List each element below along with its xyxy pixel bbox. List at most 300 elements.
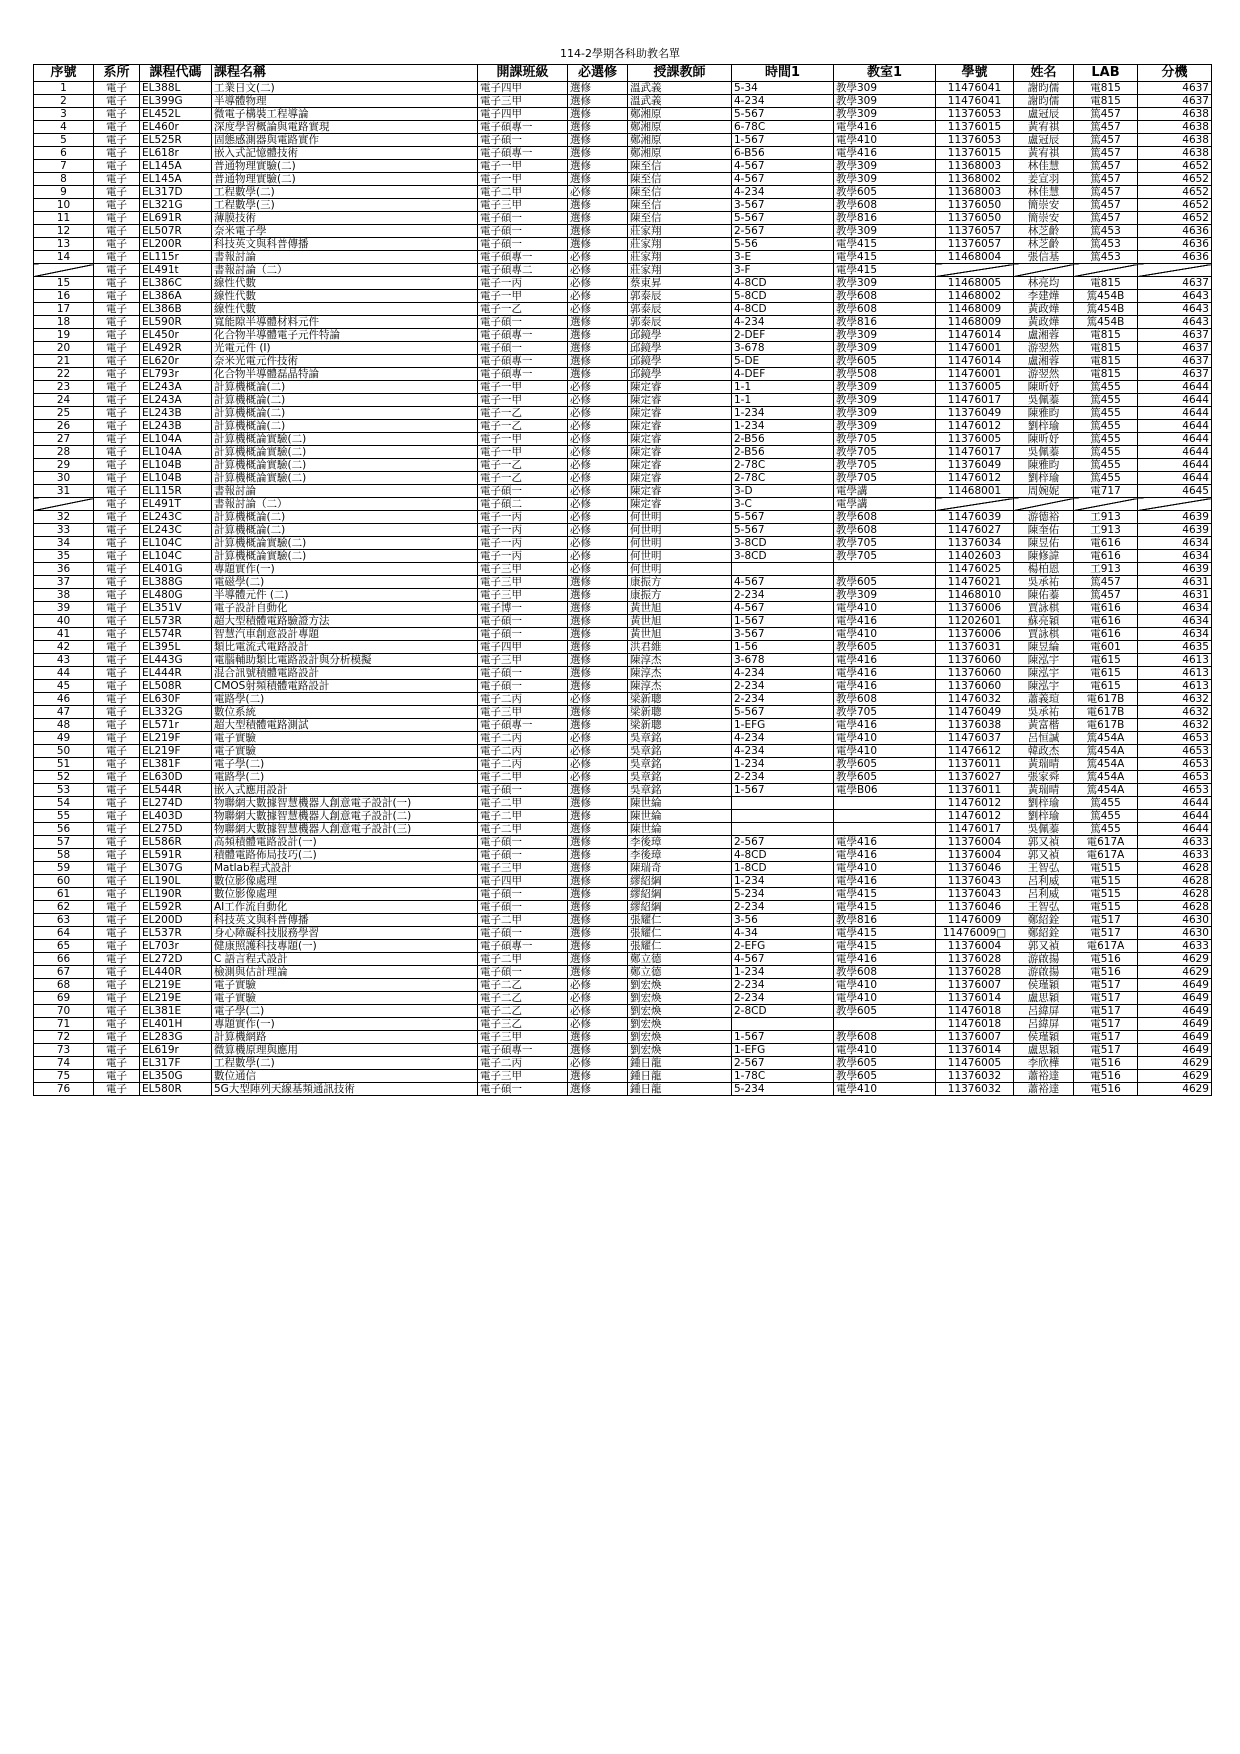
cell-class: 電子四甲 <box>478 641 568 654</box>
cell-required: 必修 <box>568 251 628 264</box>
cell-seq: 37 <box>34 576 94 589</box>
header-course-code: 課程代碼 <box>140 65 212 82</box>
cell-seq: 8 <box>34 173 94 186</box>
cell-teacher: 劉宏煥 <box>628 992 732 1005</box>
cell-class: 電子一甲 <box>478 290 568 303</box>
table-row <box>34 745 1212 758</box>
cell-teacher: 鄭立德 <box>628 953 732 966</box>
cell-course-name: 數位通信 <box>212 1070 478 1083</box>
cell-student-name: 王智弘 <box>1014 901 1074 914</box>
cell-room: 教學508 <box>834 368 936 381</box>
cell-time: 1-1 <box>732 381 834 394</box>
cell-ext: 4644 <box>1138 394 1212 407</box>
header-student-id: 學號 <box>936 65 1014 82</box>
cell-student-name: 盧冠辰 <box>1014 108 1074 121</box>
cell-course-code: EL190R <box>140 888 212 901</box>
table-row <box>34 472 1212 485</box>
cell-room: 教學309 <box>834 394 936 407</box>
cell-lab: 篤454A <box>1074 745 1138 758</box>
cell-course-code: EL386A <box>140 290 212 303</box>
cell-lab: 篤457 <box>1074 147 1138 160</box>
cell-course-code: EL793r <box>140 368 212 381</box>
cell-student-name: 黃富楷 <box>1014 719 1074 732</box>
cell-seq: 71 <box>34 1018 94 1031</box>
cell-student-name: 呂緯屏 <box>1014 1018 1074 1031</box>
cell-lab: 篤457 <box>1074 160 1138 173</box>
cell-class: 電子一乙 <box>478 303 568 316</box>
cell-time: 5-56 <box>732 238 834 251</box>
table-row <box>34 485 1212 498</box>
cell-ext <box>1138 498 1212 511</box>
cell-student-name: 吳佩蓁 <box>1014 394 1074 407</box>
cell-course-code: EL630F <box>140 693 212 706</box>
cell-teacher: 劉宏煥 <box>628 1018 732 1031</box>
cell-required: 選修 <box>568 108 628 121</box>
table-row <box>34 576 1212 589</box>
cell-time: 5-34 <box>732 82 834 95</box>
cell-ext: 4644 <box>1138 420 1212 433</box>
cell-student-name: 陳修諱 <box>1014 550 1074 563</box>
cell-required: 選修 <box>568 368 628 381</box>
cell-class: 電子二丙 <box>478 693 568 706</box>
cell-lab: 篤455 <box>1074 446 1138 459</box>
cell-dept: 電子 <box>94 290 140 303</box>
table-row <box>34 966 1212 979</box>
cell-lab: 篤454B <box>1074 303 1138 316</box>
cell-dept: 電子 <box>94 836 140 849</box>
table-row <box>34 147 1212 160</box>
cell-seq: 66 <box>34 953 94 966</box>
cell-room: 教學608 <box>834 303 936 316</box>
cell-teacher: 何世明 <box>628 563 732 576</box>
cell-student-id: 11376007 <box>936 1031 1014 1044</box>
cell-required: 必修 <box>568 511 628 524</box>
cell-ext: 4653 <box>1138 771 1212 784</box>
cell-ext: 4629 <box>1138 953 1212 966</box>
cell-time: 2-B56 <box>732 446 834 459</box>
header-teacher: 授課教師 <box>628 65 732 82</box>
cell-course-code: EL492R <box>140 342 212 355</box>
cell-seq: 39 <box>34 602 94 615</box>
cell-ext: 4629 <box>1138 1057 1212 1070</box>
cell-required: 選修 <box>568 355 628 368</box>
cell-room: 電學416 <box>834 667 936 680</box>
cell-required: 選修 <box>568 654 628 667</box>
cell-class: 電子一丙 <box>478 550 568 563</box>
cell-course-code: EL351V <box>140 602 212 615</box>
cell-course-code: EL388G <box>140 576 212 589</box>
cell-required: 選修 <box>568 95 628 108</box>
cell-time: 1-234 <box>732 758 834 771</box>
cell-course-code: EL580R <box>140 1083 212 1096</box>
cell-dept: 電子 <box>94 264 140 277</box>
cell-student-id: 11376046 <box>936 901 1014 914</box>
cell-required: 選修 <box>568 212 628 225</box>
cell-time: 4-234 <box>732 745 834 758</box>
cell-student-id: 11468002 <box>936 290 1014 303</box>
cell-course-code: EL219E <box>140 979 212 992</box>
cell-teacher: 蔡東昇 <box>628 277 732 290</box>
cell-course-name: 計算機概論實驗(二) <box>212 433 478 446</box>
cell-required: 必修 <box>568 979 628 992</box>
cell-ext: 4636 <box>1138 251 1212 264</box>
cell-lab: 篤455 <box>1074 823 1138 836</box>
cell-ext: 4632 <box>1138 719 1212 732</box>
cell-required: 選修 <box>568 238 628 251</box>
cell-required: 選修 <box>568 680 628 693</box>
cell-teacher: 邱鏡學 <box>628 342 732 355</box>
cell-room: 教學608 <box>834 290 936 303</box>
cell-room: 教學816 <box>834 914 936 927</box>
cell-required: 選修 <box>568 1070 628 1083</box>
cell-class: 電子一乙 <box>478 407 568 420</box>
cell-class: 電子碩一 <box>478 238 568 251</box>
cell-course-code: EL381E <box>140 1005 212 1018</box>
cell-student-id: 11476612 <box>936 745 1014 758</box>
cell-room: 教學309 <box>834 160 936 173</box>
cell-course-code: EL399G <box>140 95 212 108</box>
cell-ext: 4644 <box>1138 407 1212 420</box>
cell-student-id: 11376049 <box>936 459 1014 472</box>
cell-dept: 電子 <box>94 173 140 186</box>
cell-ext: 4649 <box>1138 1005 1212 1018</box>
cell-time: 4-8CD <box>732 849 834 862</box>
cell-course-name: 計算機網路 <box>212 1031 478 1044</box>
cell-time: 1-56 <box>732 641 834 654</box>
cell-room: 電學415 <box>834 888 936 901</box>
cell-course-code: EL401H <box>140 1018 212 1031</box>
cell-course-name: 工程數學(二) <box>212 186 478 199</box>
cell-teacher: 陳定睿 <box>628 394 732 407</box>
cell-teacher: 陳至信 <box>628 212 732 225</box>
cell-class: 電子三甲 <box>478 576 568 589</box>
cell-room: 電學410 <box>834 732 936 745</box>
cell-seq: 35 <box>34 550 94 563</box>
cell-required: 必修 <box>568 537 628 550</box>
cell-course-name: 計算機概論(二) <box>212 524 478 537</box>
cell-student-id: 11376060 <box>936 654 1014 667</box>
cell-time: 2-567 <box>732 836 834 849</box>
cell-student-id: 11476005 <box>936 1057 1014 1070</box>
cell-student-name: 呂緯屏 <box>1014 1005 1074 1018</box>
cell-dept: 電子 <box>94 940 140 953</box>
cell-student-name: 盧湘蓉 <box>1014 355 1074 368</box>
cell-required: 選修 <box>568 641 628 654</box>
cell-dept: 電子 <box>94 823 140 836</box>
cell-teacher: 陳至信 <box>628 160 732 173</box>
cell-student-id: 11376060 <box>936 667 1014 680</box>
cell-student-id: 11376007 <box>936 979 1014 992</box>
cell-student-name: 陳泓宇 <box>1014 680 1074 693</box>
cell-room: 電學講 <box>834 485 936 498</box>
cell-class: 電子三甲 <box>478 862 568 875</box>
cell-required: 選修 <box>568 914 628 927</box>
cell-seq: 50 <box>34 745 94 758</box>
cell-teacher: 陳定睿 <box>628 498 732 511</box>
cell-ext: 4636 <box>1138 225 1212 238</box>
cell-teacher: 繆紹綱 <box>628 875 732 888</box>
cell-course-name: 計算機概論(二) <box>212 511 478 524</box>
cell-dept: 電子 <box>94 355 140 368</box>
cell-seq: 41 <box>34 628 94 641</box>
cell-ext: 4649 <box>1138 1044 1212 1057</box>
cell-course-code: EL283G <box>140 1031 212 1044</box>
cell-student-name: 游翌然 <box>1014 342 1074 355</box>
cell-course-code: EL440R <box>140 966 212 979</box>
cell-student-id: 11376004 <box>936 849 1014 862</box>
cell-student-id: 11468009 <box>936 303 1014 316</box>
cell-class: 電子二丙 <box>478 1057 568 1070</box>
table-row <box>34 771 1212 784</box>
table-row <box>34 706 1212 719</box>
table-row <box>34 238 1212 251</box>
cell-teacher: 溫武義 <box>628 82 732 95</box>
cell-student-name <box>1014 264 1074 277</box>
cell-room: 教學608 <box>834 966 936 979</box>
cell-time: 3-678 <box>732 342 834 355</box>
cell-student-id: 11476027 <box>936 524 1014 537</box>
cell-seq: 10 <box>34 199 94 212</box>
cell-course-code: EL243A <box>140 381 212 394</box>
cell-course-code: EL460r <box>140 121 212 134</box>
cell-required: 選修 <box>568 888 628 901</box>
cell-time <box>732 810 834 823</box>
table-row <box>34 940 1212 953</box>
cell-seq: 31 <box>34 485 94 498</box>
cell-student-id: 11368003 <box>936 186 1014 199</box>
cell-ext: 4634 <box>1138 537 1212 550</box>
cell-student-name: 賈詠棋 <box>1014 602 1074 615</box>
cell-seq: 9 <box>34 186 94 199</box>
cell-course-name: 奈米光電元件技術 <box>212 355 478 368</box>
table-row <box>34 693 1212 706</box>
cell-course-code: EL104A <box>140 433 212 446</box>
cell-seq: 32 <box>34 511 94 524</box>
table-row <box>34 901 1212 914</box>
cell-course-name: 身心障礙科技服務學習 <box>212 927 478 940</box>
table-row <box>34 511 1212 524</box>
cell-class: 電子四甲 <box>478 82 568 95</box>
cell-course-name: 科技英文與科普傳播 <box>212 238 478 251</box>
cell-course-name: 計算機概論實驗(二) <box>212 459 478 472</box>
cell-room: 電學416 <box>834 654 936 667</box>
cell-lab: 電516 <box>1074 966 1138 979</box>
cell-ext: 4652 <box>1138 212 1212 225</box>
cell-time: 3-8CD <box>732 537 834 550</box>
cell-lab: 篤455 <box>1074 381 1138 394</box>
cell-room: 教學605 <box>834 355 936 368</box>
cell-seq: 58 <box>34 849 94 862</box>
cell-course-code: EL104B <box>140 459 212 472</box>
cell-time: 2-78C <box>732 459 834 472</box>
cell-time: 2-234 <box>732 979 834 992</box>
cell-room: 教學309 <box>834 277 936 290</box>
cell-time: 1-234 <box>732 407 834 420</box>
cell-student-id: 11476012 <box>936 420 1014 433</box>
cell-room: 教學705 <box>834 550 936 563</box>
cell-room: 教學705 <box>834 472 936 485</box>
cell-room: 教學605 <box>834 771 936 784</box>
cell-dept: 電子 <box>94 407 140 420</box>
cell-room: 電學416 <box>834 719 936 732</box>
cell-teacher: 陳淳杰 <box>628 680 732 693</box>
cell-course-code: EL491t <box>140 264 212 277</box>
cell-dept: 電子 <box>94 446 140 459</box>
table-row <box>34 641 1212 654</box>
cell-student-name: 蕭裕達 <box>1014 1083 1074 1096</box>
cell-required: 選修 <box>568 849 628 862</box>
cell-dept: 電子 <box>94 342 140 355</box>
table-row <box>34 498 1212 511</box>
cell-course-name: 化合物半導體電子元件特論 <box>212 329 478 342</box>
cell-seq: 51 <box>34 758 94 771</box>
cell-class: 電子碩專一 <box>478 1044 568 1057</box>
cell-ext: 4644 <box>1138 823 1212 836</box>
cell-class: 電子碩一 <box>478 784 568 797</box>
cell-student-id <box>936 264 1014 277</box>
cell-student-id: 11376014 <box>936 1044 1014 1057</box>
cell-ext: 4630 <box>1138 914 1212 927</box>
cell-room: 電學410 <box>834 602 936 615</box>
cell-lab: 篤457 <box>1074 212 1138 225</box>
cell-teacher: 郭泰辰 <box>628 290 732 303</box>
cell-room: 電學416 <box>834 875 936 888</box>
cell-lab: 篤455 <box>1074 459 1138 472</box>
cell-seq: 62 <box>34 901 94 914</box>
cell-course-code: EL537R <box>140 927 212 940</box>
cell-course-code: EL243B <box>140 420 212 433</box>
cell-dept: 電子 <box>94 368 140 381</box>
cell-time: 2-234 <box>732 680 834 693</box>
cell-dept: 電子 <box>94 134 140 147</box>
cell-required: 選修 <box>568 329 628 342</box>
cell-course-code: EL145A <box>140 160 212 173</box>
cell-room: 教學816 <box>834 316 936 329</box>
table-row <box>34 303 1212 316</box>
cell-course-name: 超大型積體電路測試 <box>212 719 478 732</box>
cell-student-name: 吳佩蓁 <box>1014 446 1074 459</box>
cell-teacher: 何世明 <box>628 537 732 550</box>
cell-required: 選修 <box>568 173 628 186</box>
cell-room: 教學605 <box>834 1005 936 1018</box>
cell-student-name: 簡崇安 <box>1014 212 1074 225</box>
cell-student-name: 蕭義瑄 <box>1014 693 1074 706</box>
cell-course-code: EL317D <box>140 186 212 199</box>
cell-class: 電子一甲 <box>478 381 568 394</box>
cell-time: 2-8CD <box>732 1005 834 1018</box>
cell-class: 電子一乙 <box>478 459 568 472</box>
cell-time <box>732 797 834 810</box>
table-row <box>34 875 1212 888</box>
cell-student-name: 劉梓瑜 <box>1014 810 1074 823</box>
table-row <box>34 121 1212 134</box>
cell-dept: 電子 <box>94 1044 140 1057</box>
cell-class: 電子四甲 <box>478 875 568 888</box>
cell-dept: 電子 <box>94 147 140 160</box>
cell-student-id: 11202601 <box>936 615 1014 628</box>
cell-class: 電子碩一 <box>478 1083 568 1096</box>
cell-lab: 篤457 <box>1074 589 1138 602</box>
header-time: 時間1 <box>732 65 834 82</box>
cell-student-name: 游德裕 <box>1014 511 1074 524</box>
cell-dept: 電子 <box>94 927 140 940</box>
cell-student-id: 11476037 <box>936 732 1014 745</box>
cell-required: 選修 <box>568 134 628 147</box>
cell-seq: 26 <box>34 420 94 433</box>
cell-student-id: 11376038 <box>936 719 1014 732</box>
cell-student-name: 劉梓瑜 <box>1014 420 1074 433</box>
cell-lab: 篤453 <box>1074 251 1138 264</box>
cell-teacher: 鄭立德 <box>628 966 732 979</box>
cell-dept: 電子 <box>94 212 140 225</box>
cell-course-name: 電子學(二) <box>212 1005 478 1018</box>
cell-student-id: 11376006 <box>936 628 1014 641</box>
cell-lab: 電616 <box>1074 537 1138 550</box>
table-row <box>34 199 1212 212</box>
cell-lab: 電815 <box>1074 82 1138 95</box>
cell-required: 選修 <box>568 667 628 680</box>
cell-lab: 電516 <box>1074 1057 1138 1070</box>
cell-student-id: 11376011 <box>936 758 1014 771</box>
cell-teacher: 梁新聰 <box>628 719 732 732</box>
cell-required: 必修 <box>568 446 628 459</box>
cell-class: 電子二丙 <box>478 732 568 745</box>
cell-required: 必修 <box>568 394 628 407</box>
table-row <box>34 823 1212 836</box>
cell-required: 選修 <box>568 342 628 355</box>
cell-ext: 4628 <box>1138 901 1212 914</box>
cell-dept: 電子 <box>94 225 140 238</box>
cell-teacher: 陳定睿 <box>628 381 732 394</box>
cell-course-name: 電子實驗 <box>212 992 478 1005</box>
cell-student-id: 11476049 <box>936 706 1014 719</box>
cell-seq: 4 <box>34 121 94 134</box>
cell-class: 電子二甲 <box>478 823 568 836</box>
cell-time <box>732 1018 834 1031</box>
cell-dept: 電子 <box>94 745 140 758</box>
cell-lab: 電617B <box>1074 719 1138 732</box>
cell-dept: 電子 <box>94 680 140 693</box>
cell-teacher: 鄭湘原 <box>628 108 732 121</box>
cell-course-name: Matlab程式設計 <box>212 862 478 875</box>
cell-dept: 電子 <box>94 121 140 134</box>
cell-lab: 電815 <box>1074 342 1138 355</box>
cell-ext: 4613 <box>1138 680 1212 693</box>
cell-class: 電子二甲 <box>478 953 568 966</box>
cell-course-name: 高頻積體電路設計(一) <box>212 836 478 849</box>
cell-teacher: 陳定睿 <box>628 407 732 420</box>
cell-dept: 電子 <box>94 485 140 498</box>
cell-dept: 電子 <box>94 238 140 251</box>
table-row <box>34 173 1212 186</box>
cell-seq: 15 <box>34 277 94 290</box>
cell-time: 1-567 <box>732 1031 834 1044</box>
cell-course-name: 檢測與估計理論 <box>212 966 478 979</box>
cell-class: 電子三甲 <box>478 654 568 667</box>
cell-room: 電學410 <box>834 862 936 875</box>
cell-ext: 4634 <box>1138 615 1212 628</box>
cell-course-code: EL403D <box>140 810 212 823</box>
cell-course-name: 健康照護科技專題(一) <box>212 940 478 953</box>
cell-dept: 電子 <box>94 303 140 316</box>
cell-teacher: 鄭湘原 <box>628 121 732 134</box>
cell-student-name: 黃瑞晴 <box>1014 758 1074 771</box>
cell-course-name: 專題實作(一) <box>212 1018 478 1031</box>
cell-lab: 篤455 <box>1074 810 1138 823</box>
cell-lab: 篤455 <box>1074 407 1138 420</box>
cell-student-id: 11376032 <box>936 1083 1014 1096</box>
cell-course-name: 電路學(二) <box>212 771 478 784</box>
